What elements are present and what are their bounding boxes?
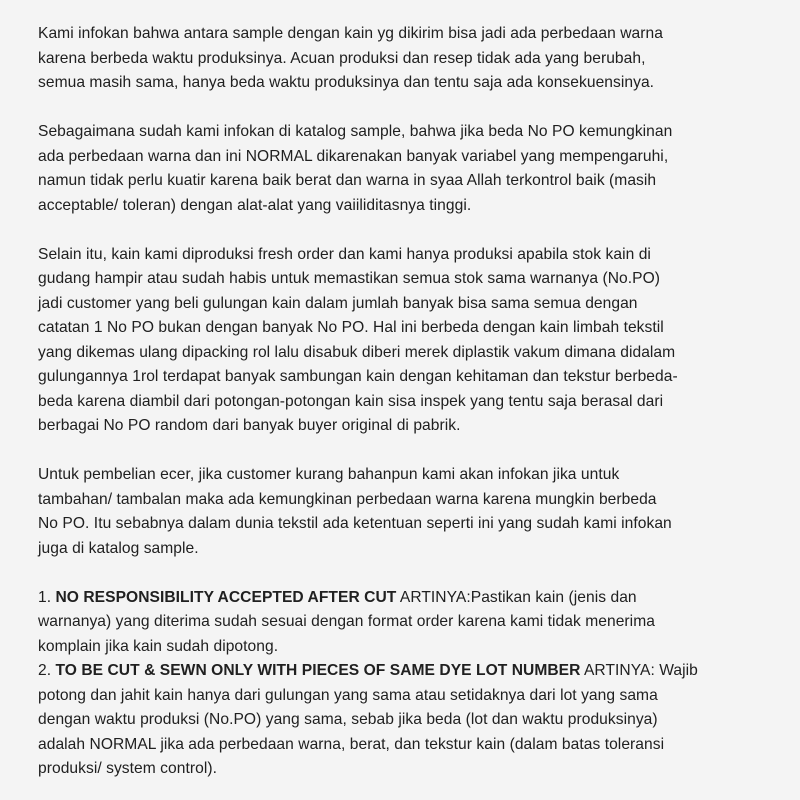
- text-line: potong dan jahit kain hanya dari gulungan yang sama atau setidaknya dari lot yang sama: [38, 686, 658, 704]
- text-line: Kami infokan bahwa antara sample dengan kain yg dikirim bisa jadi ada perbedaan warna: [38, 25, 663, 42]
- text-line: warnanya) yang diterima sudah sesuai dengan format order karena kami tidak menerima: [38, 613, 655, 630]
- paragraph-sample-difference: [38, 22, 778, 96]
- text-line: ada perbedaan warna dan ini NORMAL dikarenakan banyak variabel yang mempengaruhi,: [38, 147, 669, 165]
- text-line: berbagai No PO random dari banyak buyer original di pabrik.: [38, 417, 461, 434]
- rule-heading: TO BE CUT & SEWN ONLY WITH PIECES OF SAME DYE LOT NUMBER: [55, 662, 581, 679]
- text-line: tambahan/ tambalan maka ada kemungkinan perbedaan warna karena mungkin berbeda: [38, 490, 657, 508]
- rule-heading: NO RESPONSIBILITY ACCEPTED AFTER CUT: [55, 588, 397, 606]
- text-line: semua masih sama, hanya beda waktu produksinya dan tentu saja ada konsekuensinya.: [38, 74, 655, 91]
- paragraph-gap: [38, 218, 778, 243]
- paragraph-fresh-order: [38, 243, 778, 439]
- rule-first-line: [38, 586, 778, 611]
- text-line: adalah NORMAL jika ada perbedaan warna, berat, dan tekstur kain (dalam batas toleransi: [38, 735, 665, 753]
- text-line: dengan waktu produksi (No.PO) yang sama, sebab jika beda (lot dan waktu produksinya): [38, 711, 658, 728]
- document-body: [38, 22, 778, 782]
- rule-list: [38, 586, 778, 782]
- paragraph-po-difference: [38, 120, 778, 218]
- rule-item-same-dye-lot: [38, 659, 778, 782]
- rule-text: ARTINYA: Wajib: [580, 662, 698, 679]
- rule-text: ARTINYA:Pastikan kain (jenis dan: [396, 588, 637, 606]
- rule-item-no-responsibility: [38, 586, 778, 660]
- text-line: yang dikemas ulang dipacking rol lalu disabuk diberi merek diplastik vakum dimana didalam: [38, 343, 676, 361]
- text-line: produksi/ system control).: [38, 760, 217, 777]
- text-line: juga di katalog sample.: [38, 539, 199, 557]
- rule-number: 1.: [38, 588, 56, 606]
- text-line: Sebagaimana sudah kami infokan di katalog sample, bahwa jika beda No PO kemungkinan: [38, 123, 673, 140]
- text-line: acceptable/ toleran) dengan alat-alat yang vaiiliditasnya tinggi.: [38, 196, 472, 214]
- paragraph-retail-purchase: [38, 463, 778, 561]
- text-line: karena berbeda waktu produksinya. Acuan produksi dan resep tidak ada yang berubah,: [38, 49, 646, 67]
- text-line: namun tidak perlu kuatir karena baik berat dan warna in syaa Allah terkontrol baik (masih: [38, 172, 657, 189]
- text-line: Untuk pembelian ecer, jika customer kurang bahanpun kami akan infokan jika untuk: [38, 466, 620, 483]
- text-line: Selain itu, kain kami diproduksi fresh order dan kami hanya produksi apabila stok kain di: [38, 245, 651, 263]
- text-line: gudang hampir atau sudah habis untuk memastikan semua stok sama warnanya (No.PO): [38, 270, 661, 287]
- text-line: No PO. Itu sebabnya dalam dunia tekstil ada ketentuan seperti ini yang sudah kami infokan: [38, 515, 672, 532]
- paragraph-gap: [38, 561, 778, 586]
- text-line: gulungannya 1rol terdapat banyak sambungan kain dengan kehitaman dan tekstur berbeda-: [38, 368, 678, 385]
- text-line: jadi customer yang beli gulungan kain dalam jumlah banyak bisa sama semua dengan: [38, 294, 638, 312]
- text-line: komplain jika kain sudah dipotong.: [38, 637, 279, 655]
- text-line: catatan 1 No PO bukan dengan banyak No PO. Hal ini berbeda dengan kain limbah tekstil: [38, 319, 664, 336]
- paragraph-gap: [38, 96, 778, 121]
- rule-first-line: [38, 659, 778, 684]
- rule-number: 2.: [38, 662, 56, 679]
- text-line: beda karena diambil dari potongan-potongan kain sisa inspek yang tentu saja berasal dari: [38, 392, 664, 410]
- paragraph-gap: [38, 439, 778, 464]
